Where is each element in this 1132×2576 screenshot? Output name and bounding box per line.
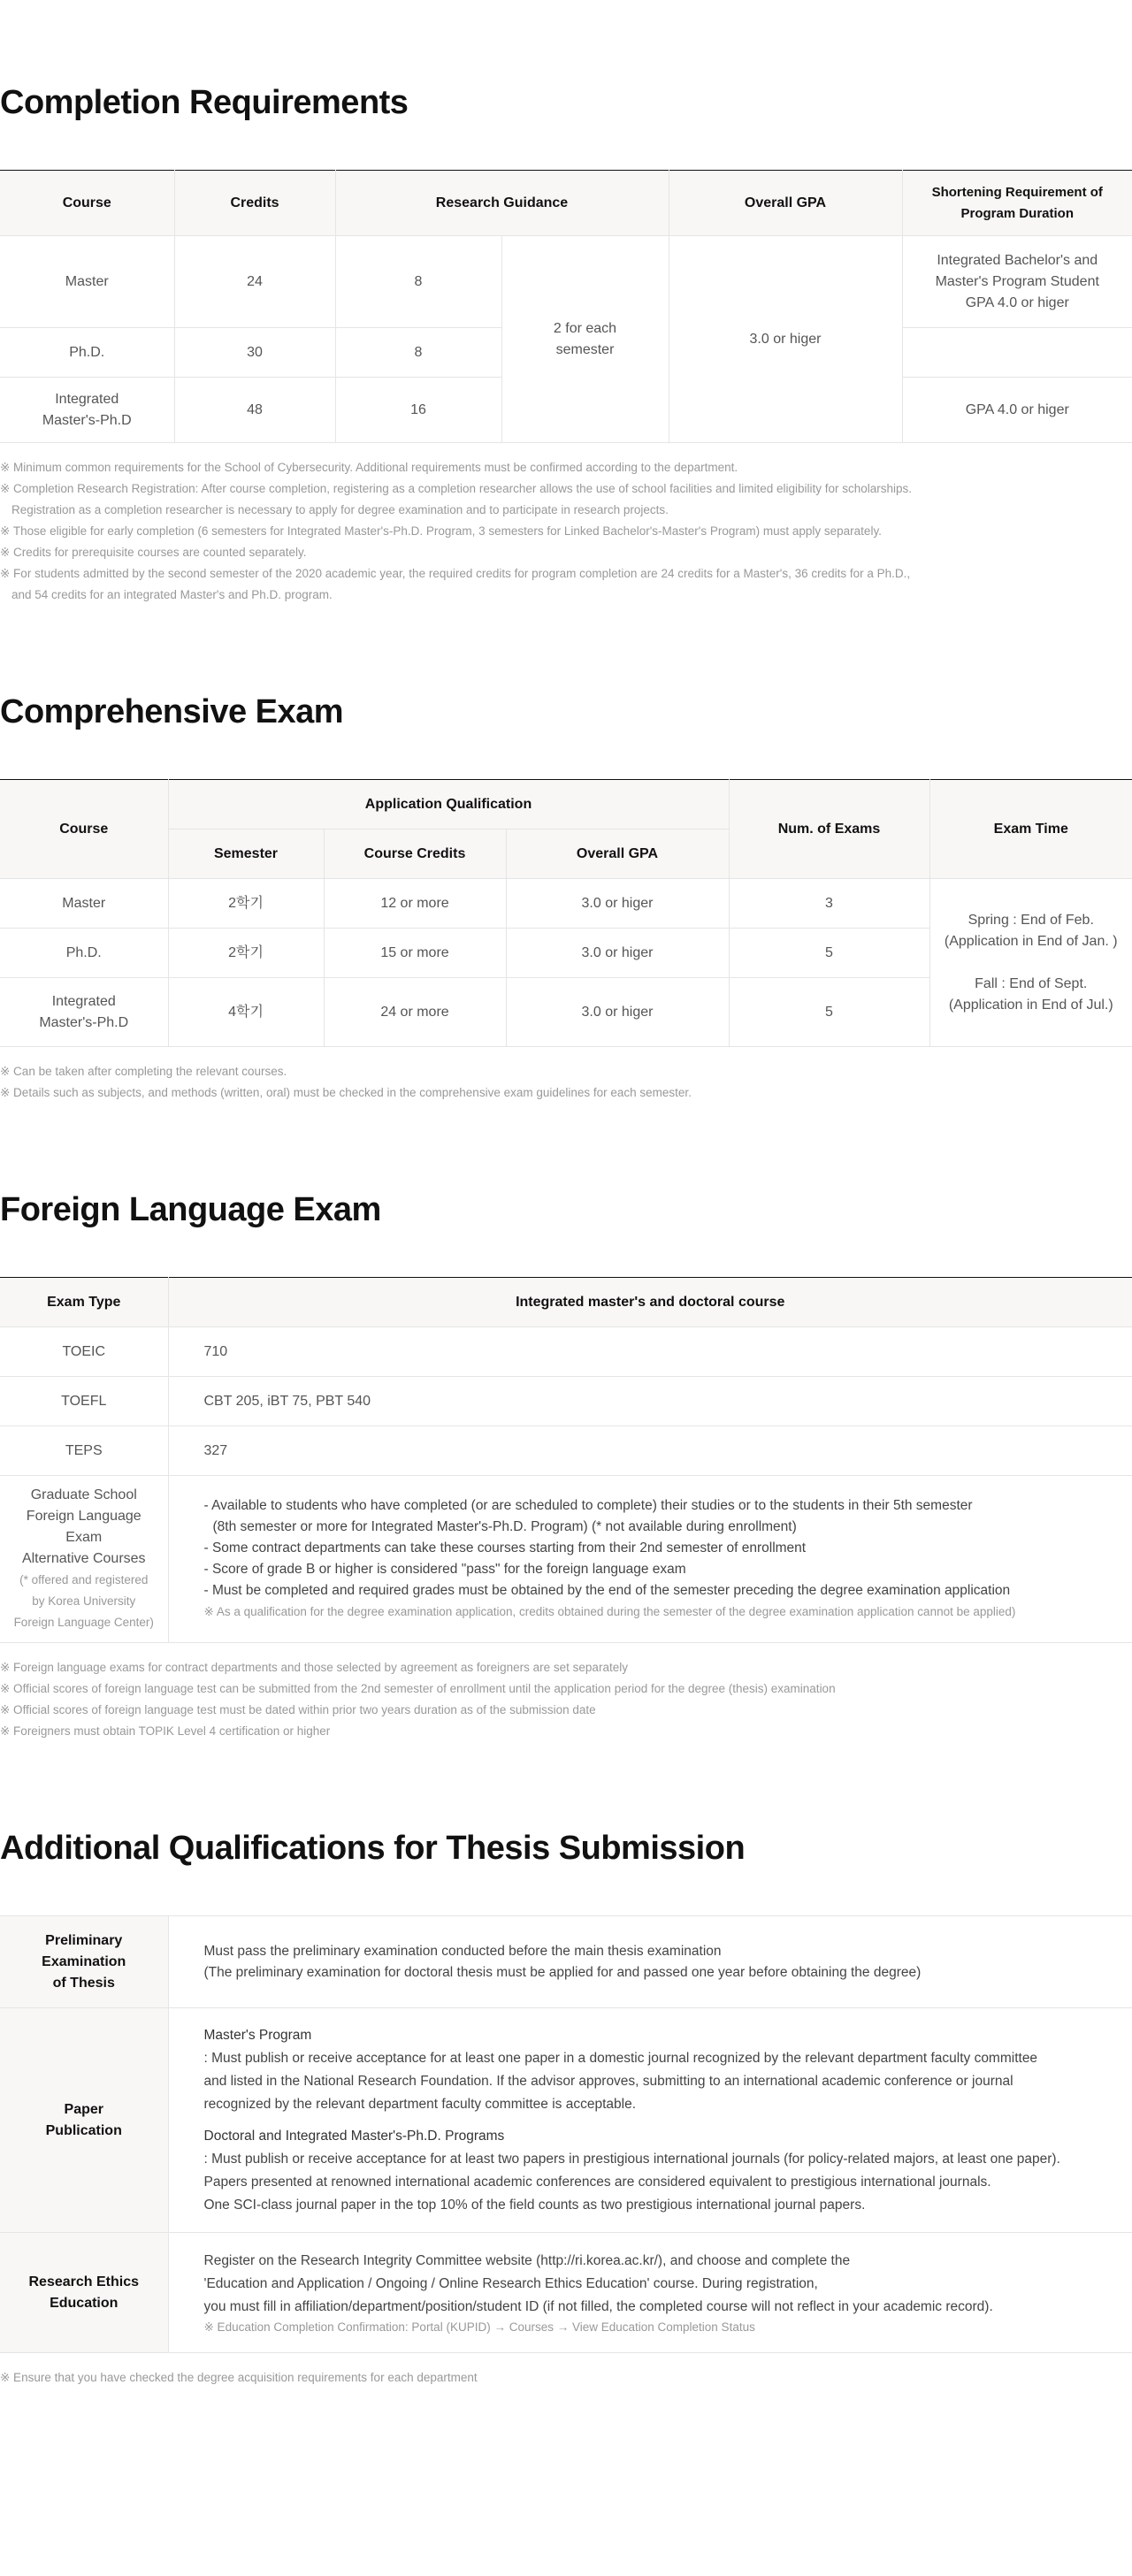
header-exam-time: Exam Time [929, 780, 1132, 879]
table-row [0, 1476, 1132, 1643]
overall-gpa-cell: 3.0 or higer [669, 236, 902, 443]
course-cell: Integrated Master's-Ph.D [0, 378, 174, 443]
header-course-credits: Course Credits [324, 829, 506, 879]
header-overall-gpa: Overall GPA [669, 171, 902, 236]
header-application-qualification: Application Qualification [168, 780, 729, 829]
exams-cell: 3 [729, 879, 929, 929]
exam-type-cell: TOEIC [0, 1327, 168, 1377]
table-row [0, 2233, 1132, 2353]
credits-cell: 24 or more [324, 978, 506, 1047]
thesis-table [0, 1915, 1132, 2353]
comprehensive-title: Comprehensive Exam [0, 693, 344, 730]
alternative-course-details: - Available to students who have completed (or are scheduled to complete) their studies or to the students in their 5th semester (8th semester or more for Integrated Master's-Ph.D. Program) (* not available during enrollment) - Some contract departments can take these courses starting from their 2nd semester of enrollment - Score of grade B or higher is considered "pass" for the foreign language exam - Must be completed and required grades must be obtained by the end of the semester preceding the degree examination application ※ As a qualification for the degree examination application, credits obtained during the semester of the degree examination application cannot be applied) [168, 1476, 1132, 1643]
header-course: Course [0, 171, 174, 236]
score-cell: 327 [168, 1426, 1132, 1476]
course-cell: Ph.D. [0, 328, 174, 378]
foreign-section [0, 1185, 1132, 1742]
semester-cell: 4학기 [168, 978, 324, 1047]
note: ※ Completion Research Registration: After course completion, registering as a completion researcher allows the use of school facilities and limited eligibility for scholarships. [0, 482, 913, 495]
foreign-notes [0, 1657, 1132, 1742]
completion-section [0, 78, 1132, 606]
guidance-cell: 16 [335, 378, 501, 443]
credits-cell: 24 [174, 236, 335, 328]
note: ※ Foreigners must obtain TOPIK Level 4 certification or higher [0, 1724, 331, 1738]
table-row [0, 2008, 1132, 2233]
semester-cell: 2학기 [168, 879, 324, 929]
thesis-notes [0, 2367, 1132, 2389]
exams-cell: 5 [729, 929, 929, 978]
guidance-cell: 8 [335, 328, 501, 378]
completion-title: Completion Requirements [0, 84, 409, 121]
semester-cell: 2학기 [168, 929, 324, 978]
header-course: Course [0, 780, 168, 879]
note: ※ Official scores of foreign language test must be dated within prior two years duration as of the submission date [0, 1703, 596, 1716]
table-row [0, 1327, 1132, 1377]
header-credits: Credits [174, 171, 335, 236]
thesis-section [0, 1823, 1132, 2389]
score-cell: 710 [168, 1327, 1132, 1377]
research-ethics-details: Register on the Research Integrity Committee website (http://ri.korea.ac.kr/), and choose and complete the 'Education and Application / Ongoing / Online Research Ethics Education' course. During registration, you must fill in affiliation/department/position/student ID (if not filled, the completed course will not reflect in your academic record). ※ Education Completion Confirmation: Portal (KUPID) → Courses → View Education Completion Status [168, 2233, 1132, 2353]
research-per-semester-cell: 2 for each semester [501, 236, 669, 443]
credits-cell: 12 or more [324, 879, 506, 929]
completion-notes [0, 457, 1132, 606]
note: Registration as a completion researcher is necessary to apply for degree examination and to participate in research projects. [11, 503, 669, 516]
header-shortening: Shortening Requirement of Program Duration [902, 171, 1132, 236]
header-num-exams: Num. of Exams [729, 780, 929, 879]
header-research-guidance: Research Guidance [335, 171, 669, 236]
note: and 54 credits for an integrated Master's and Ph.D. program. [11, 588, 333, 601]
foreign-title: Foreign Language Exam [0, 1191, 381, 1228]
completion-table [0, 170, 1132, 443]
preliminary-details: Must pass the preliminary examination conducted before the main thesis examination (The preliminary examination for doctoral thesis must be applied for and passed one year before obtaining the degree) [168, 1916, 1132, 2008]
credits-cell: 15 or more [324, 929, 506, 978]
paper-publication-details: Master's Program : Must publish or receive acceptance for at least one paper in a domestic journal recognized by the relevant department faculty committee and listed in the National Research Foundation. If the advisor approves, submitting to an international academic conference or journal recognized by the relevant department faculty committee is acceptable. Doctoral and Integrated Master's-Ph.D. Programs : Must publish or receive acceptance for at least two papers in prestigious international journals (for policy-related majors, at least one paper). Papers presented at renowned international academic conferences are considered equivalent to prestigious international journals. One SCI-class journal paper in the top 10% of the field counts as two prestigious international journal papers. [168, 2008, 1132, 2233]
note: ※ For students admitted by the second semester of the 2020 academic year, the required credits for program completion are 24 credits for a Master's, 36 credits for a Ph.D., [0, 567, 911, 580]
credits-cell: 48 [174, 378, 335, 443]
table-row [0, 236, 1132, 328]
shortening-cell: Integrated Bachelor's and Master's Program Student GPA 4.0 or higer [902, 236, 1132, 328]
thesis-title: Additional Qualifications for Thesis Submission [0, 1830, 746, 1867]
course-cell: Master [0, 879, 168, 929]
comprehensive-notes [0, 1061, 1132, 1104]
table-row [0, 1377, 1132, 1426]
exam-type-cell: Graduate School Foreign Language Exam Alternative Courses (* offered and registered by Korea University Foreign Language Center) [0, 1476, 168, 1643]
header-exam-type: Exam Type [0, 1278, 168, 1327]
note: ※ Details such as subjects, and methods (written, oral) must be checked in the comprehensive exam guidelines for each semester. [0, 1086, 692, 1099]
course-cell: Integrated Master's-Ph.D [0, 978, 168, 1047]
comprehensive-table [0, 779, 1132, 1047]
course-cell: Master [0, 236, 174, 328]
exams-cell: 5 [729, 978, 929, 1047]
shortening-cell [902, 328, 1132, 378]
note: ※ Ensure that you have checked the degree acquisition requirements for each department [0, 2371, 478, 2384]
header-overall-gpa: Overall GPA [506, 829, 729, 879]
gpa-cell: 3.0 or higer [506, 879, 729, 929]
table-row [0, 1426, 1132, 1476]
comprehensive-section [0, 687, 1132, 1104]
foreign-table [0, 1277, 1132, 1643]
note: ※ Those eligible for early completion (6 semesters for Integrated Master's-Ph.D. Program, 3 semesters for Linked Bachelor's-Master's Program) must apply separately. [0, 524, 882, 538]
header-semester: Semester [168, 829, 324, 879]
shortening-cell: GPA 4.0 or higer [902, 378, 1132, 443]
exam-time-cell: Spring : End of Feb. (Application in End of Jan. ) Fall : End of Sept. (Application in End of Jul.) [929, 879, 1132, 1047]
note: ※ Minimum common requirements for the School of Cybersecurity. Additional requirements must be confirmed according to the department. [0, 461, 738, 474]
paper-publication-label: Paper Publication [0, 2008, 168, 2233]
table-row [0, 1916, 1132, 2008]
note: ※ Foreign language exams for contract departments and those selected by agreement as foreigners are set separately [0, 1661, 628, 1674]
table-row [0, 879, 1132, 929]
exam-type-cell: TEPS [0, 1426, 168, 1476]
gpa-cell: 3.0 or higer [506, 978, 729, 1047]
guidance-cell: 8 [335, 236, 501, 328]
note: ※ Official scores of foreign language test can be submitted from the 2nd semester of enrollment until the application period for the degree (thesis) examination [0, 1682, 836, 1695]
exam-type-cell: TOEFL [0, 1377, 168, 1426]
header-integrated-course: Integrated master's and doctoral course [168, 1278, 1132, 1327]
gpa-cell: 3.0 or higer [506, 929, 729, 978]
course-cell: Ph.D. [0, 929, 168, 978]
credits-cell: 30 [174, 328, 335, 378]
score-cell: CBT 205, iBT 75, PBT 540 [168, 1377, 1132, 1426]
note: ※ Can be taken after completing the relevant courses. [0, 1065, 287, 1078]
note: ※ Credits for prerequisite courses are counted separately. [0, 546, 307, 559]
research-ethics-label: Research Ethics Education [0, 2233, 168, 2353]
preliminary-label: Preliminary Examination of Thesis [0, 1916, 168, 2008]
